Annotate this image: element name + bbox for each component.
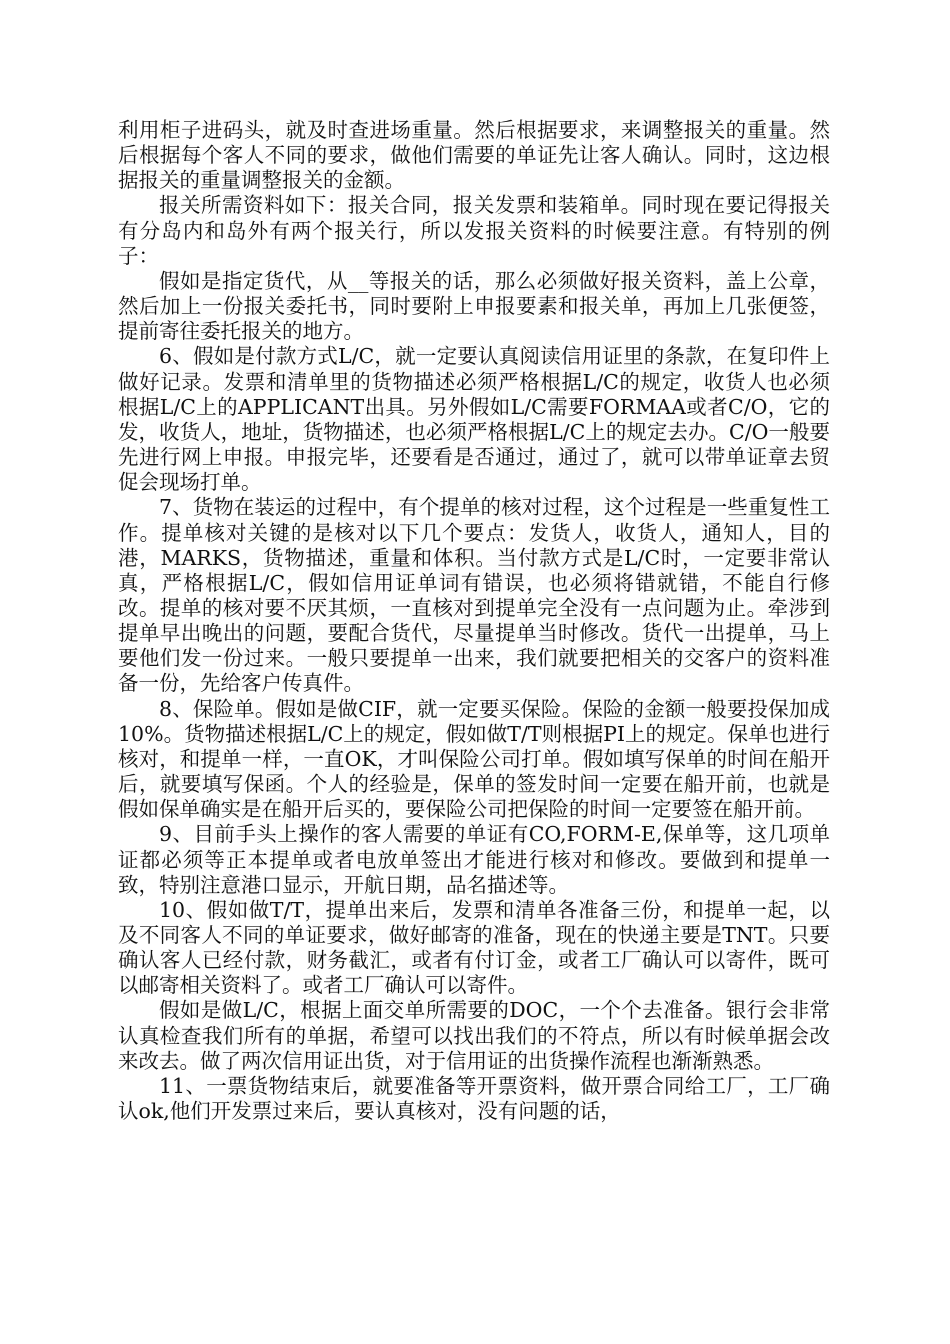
document-body [118, 118, 830, 1124]
paragraph: 报关所需资料如下：报关合同，报关发票和装箱单。同时现在要记得报关有分岛内和岛外有两个报关行，所以发报关资料的时候要注意。有特别的例子： [118, 193, 830, 268]
paragraph: 利用柜子进码头，就及时查进场重量。然后根据要求，来调整报关的重量。然后根据每个客人不同的要求，做他们需要的单证先让客人确认。同时，这边根据报关的重量调整报关的金额。 [118, 118, 830, 193]
paragraph: 9、目前手头上操作的客人需要的单证有CO,FORM-E,保单等，这几项单证都必须等正本提单或者电放单签出才能进行核对和修改。要做到和提单一致，特别注意港口显示，开航日期，品名描述等。 [118, 822, 830, 897]
paragraph: 7、货物在装运的过程中，有个提单的核对过程，这个过程是一些重复性工作。提单核对关键的是核对以下几个要点：发货人，收货人，通知人，目的港，MARKS，货物描述，重量和体积。当付款方式是L/C时，一定要非常认真，严格根据L/C，假如信用证单词有错误，也必须将错就错，不能自行修改。提单的核对要不厌其烦，一直核对到提单完全没有一点问题为止。牵涉到提单早出晚出的问题，要配合货代，尽量提单当时修改。货代一出提单，马上要他们发一份过来。一般只要提单一出来，我们就要把相关的交客户的资料准备一份，先给客户传真件。 [118, 495, 830, 696]
paragraph: 假如是指定货代，从__等报关的话，那么必须做好报关资料，盖上公章，然后加上一份报关委托书，同时要附上申报要素和报关单，再加上几张便签，提前寄往委托报关的地方。 [118, 268, 830, 344]
paragraph: 11、一票货物结束后，就要准备等开票资料，做开票合同给工厂，工厂确认ok,他们开发票过来后，要认真核对，没有问题的话， [118, 1073, 830, 1124]
paragraph: 10、假如做T/T，提单出来后，发票和清单各准备三份，和提单一起，以及不同客人不同的单证要求，做好邮寄的准备，现在的快递主要是TNT。只要确认客人已经付款，财务截汇，或者有付订金，或者工厂确认可以寄件，既可以邮寄相关资料了。或者工厂确认可以寄件。 [118, 897, 830, 998]
paragraph: 假如是做L/C，根据上面交单所需要的DOC，一个个去准备。银行会非常认真检查我们所有的单据，希望可以找出我们的不符点，所以有时候单据会改来改去。做了两次信用证出货，对于信用证的出货操作流程也渐渐熟悉。 [118, 998, 830, 1073]
paragraph: 8、保险单。假如是做CIF，就一定要买保险。保险的金额一般要投保加成10%。货物描述根据L/C上的规定，假如做T/T则根据PI上的规定。保单也进行核对，和提单一样，一直OK，才叫保险公司打单。假如填写保单的时间在船开后，就要填写保函。个人的经验是，保单的签发时间一定要在船开前，也就是假如保单确实是在船开后买的，要保险公司把保险的时间一定要签在船开前。 [118, 696, 830, 822]
paragraph: 6、假如是付款方式L/C，就一定要认真阅读信用证里的条款，在复印件上做好记录。发票和清单里的货物描述必须严格根据L/C的规定，收货人也必须根据L/C上的APPLICANT出具。另外假如L/C需要FORMAA或者C/O，它的发，收货人，地址，货物描述，也必须严格根据L/C上的规定去办。C/O一般要先进行网上申报。申报完毕，还要看是否通过，通过了，就可以带单证章去贸促会现场打单。 [118, 344, 830, 495]
